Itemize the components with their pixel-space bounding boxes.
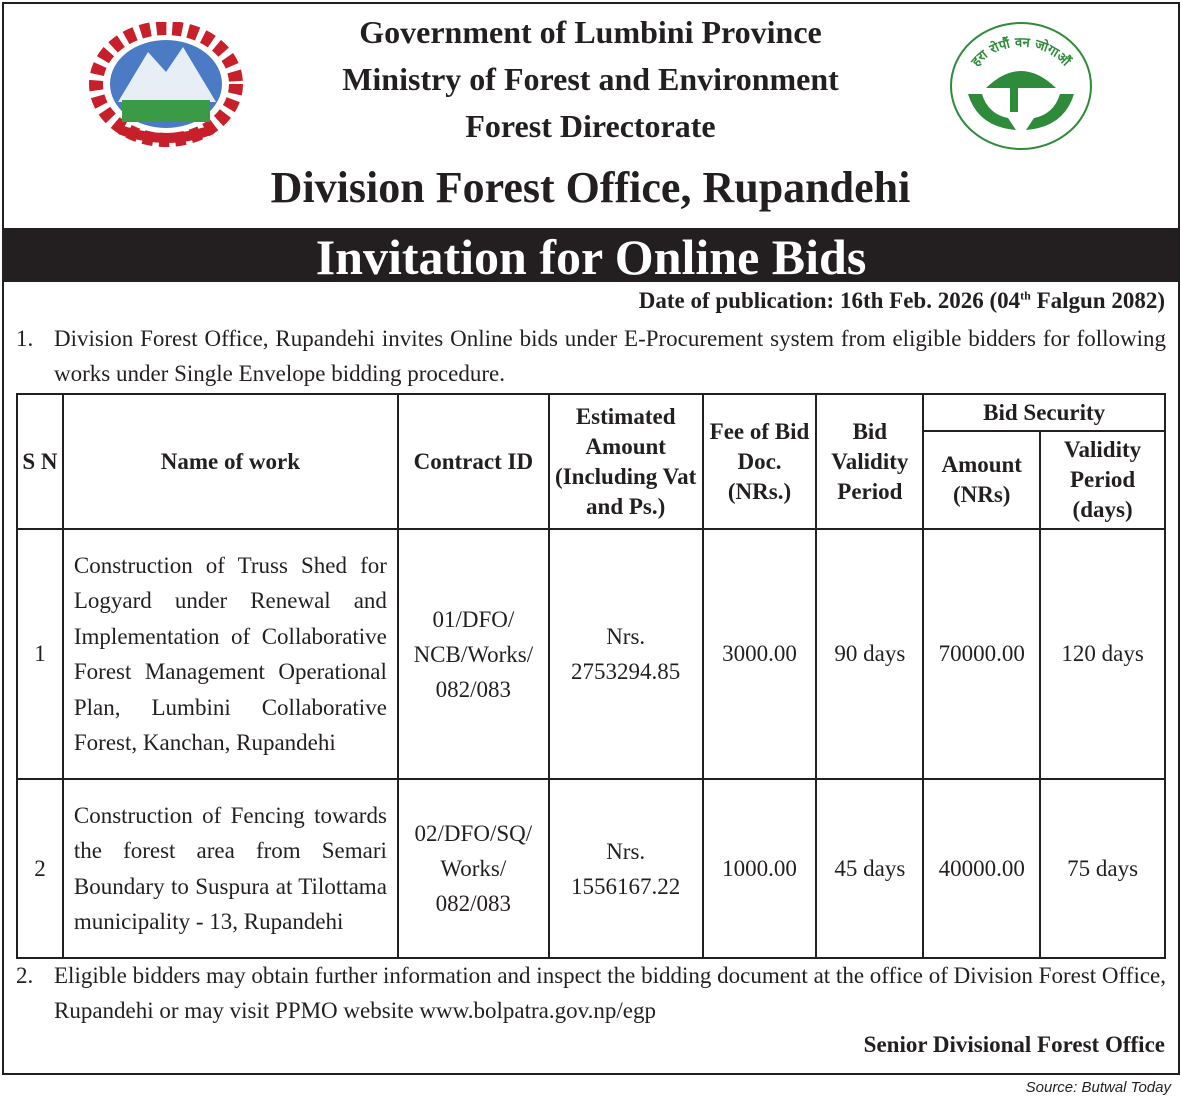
cell-fee: 3000.00 <box>703 529 817 779</box>
bids-table <box>16 393 1166 959</box>
paragraph-2 <box>16 958 1166 1028</box>
source-credit: Source: Butwal Today <box>1025 1079 1171 1096</box>
table-row <box>17 529 1165 779</box>
cell-fee: 1000.00 <box>703 779 817 958</box>
government-name: Government of Lumbini Province <box>359 14 822 50</box>
paragraph-text: Division Forest Office, Rupandehi invites Online bids under E-Procurement system from eligible bidders for following works under Single Envelope bidding procedure. <box>54 326 1166 386</box>
header-fee: Fee of Bid Doc. (NRs.) <box>703 394 817 529</box>
table-row <box>17 779 1165 958</box>
paragraph-number: 2. <box>16 963 34 988</box>
cell-sn: 1 <box>17 529 63 779</box>
office-name: Division Forest Office, Rupandehi <box>270 163 911 212</box>
notice-title: Invitation for Online Bids <box>4 228 1178 282</box>
cell-contract-id: 01/DFO/ NCB/Works/ 082/083 <box>398 529 549 779</box>
cell-sn: 2 <box>17 779 63 958</box>
cell-security-amount: 70000.00 <box>923 529 1040 779</box>
header-name-of-work: Name of work <box>63 394 398 529</box>
paragraph-number: 1. <box>16 326 34 351</box>
cell-contract-id: 02/DFO/SQ/ Works/ 082/083 <box>398 779 549 958</box>
cell-estimated-amount: Nrs. 1556167.22 <box>549 779 703 958</box>
cell-estimated-amount: Nrs. 2753294.85 <box>549 529 703 779</box>
cell-bid-validity: 90 days <box>816 529 923 779</box>
signature: Senior Divisional Forest Office <box>863 1032 1165 1057</box>
publication-date-sup: th <box>1020 288 1031 303</box>
paragraph-text: Eligible bidders may obtain further information and inspect the bidding document at the office of Division Forest Office, Rupandehi or may visit PPMO website www.bolpatra.gov.np/egp <box>54 963 1166 1023</box>
header-sn: S N <box>17 394 63 529</box>
cell-name-of-work: Construction of Truss Shed for Logyard under Renewal and Implementation of Collaborative Forest Management Operational Plan, Lumbini Collaborative Forest, Kanchan, Rupandehi <box>63 529 398 779</box>
paragraph-1 <box>16 321 1166 391</box>
cell-name-of-work: Construction of Fencing towards the forest area from Semari Boundary to Suspura at Tilottama municipality - 13, Rupandehi <box>63 779 398 958</box>
header-bid-security: Bid Security <box>923 394 1165 431</box>
cell-security-amount: 40000.00 <box>923 779 1040 958</box>
header-estimated-amount: Estimated Amount (Including Vat and Ps.) <box>549 394 703 529</box>
publication-date-text: Date of publication: 16th Feb. 2026 (04 <box>638 288 1021 313</box>
ministry-name: Ministry of Forest and Environment <box>342 61 839 97</box>
directorate-name: Forest Directorate <box>465 108 716 144</box>
header-contract-id: Contract ID <box>398 394 549 529</box>
forest-logo-slogan: हरा रोपौं वन जोगाऔं <box>968 35 1073 70</box>
publication-date <box>639 288 1165 314</box>
header-security-amount: Amount (NRs) <box>923 431 1040 529</box>
cell-bid-validity: 45 days <box>816 779 923 958</box>
publication-date-suffix: Falgun 2082) <box>1030 288 1165 313</box>
cell-security-validity: 75 days <box>1040 779 1165 958</box>
cell-security-validity: 120 days <box>1040 529 1165 779</box>
header-bid-validity: Bid Validity Period <box>816 394 923 529</box>
header-security-validity: Validity Period (days) <box>1040 431 1165 529</box>
